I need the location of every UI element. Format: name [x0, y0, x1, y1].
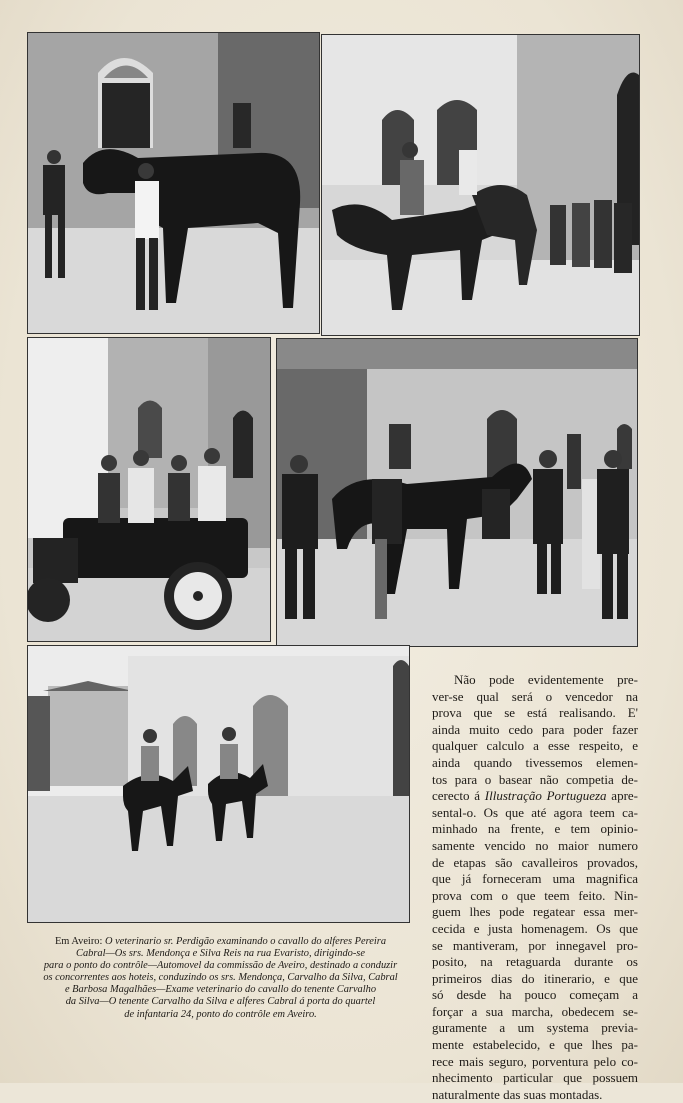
article-line: só desde ha pouco começam a: [432, 987, 638, 1003]
article-line: de etapas são cavalleiros provados,: [432, 854, 638, 870]
article-line: mente estabelecido, e que lhes pa-: [432, 1037, 638, 1053]
article-line: sental-o. Os que até agora teem ca-: [432, 804, 638, 820]
photo-barracks-door: [27, 645, 410, 923]
article-line: rece mais seguro, porventura pelo co-: [432, 1053, 638, 1069]
article-column: [432, 672, 638, 1103]
article-line: nhecimento particular que possuem: [432, 1070, 638, 1086]
article-line: tos para o basear não competia de-: [432, 771, 638, 787]
article-line: ainda muito cedo para poder fazer: [432, 721, 638, 737]
article-line: prova que se está realisando. E': [432, 705, 638, 721]
article-line: Não pode evidentemente pre-: [454, 672, 638, 687]
article-text: apre-: [606, 788, 638, 804]
article-line: ainda quando tivessemos elemen-: [432, 754, 638, 770]
caption-line: e Barbosa Magalhães—Exame veterinario do cavallo do tenente Carvalho: [64, 984, 377, 996]
article-line: guem lhes pode regatear essa mer-: [432, 904, 638, 920]
photo-commission-automobile: [27, 337, 271, 642]
article-line: primeiros dias do itinerario, e que: [432, 970, 638, 986]
caption-line: para o ponto do contrôle—Automovel da commissão de Aveiro, destinado a conduzir: [43, 960, 398, 972]
caption-lead: Em Aveiro:: [54, 936, 103, 947]
article-line: prova com o que teem feito. Nin-: [432, 887, 638, 903]
article-line: forçar a sua marcha, obedecem se-: [432, 1003, 638, 1019]
article-line: samente vencido no maior numero: [432, 837, 638, 853]
publication-title: Illustração Portugueza: [484, 788, 607, 804]
article-line: que já forneceram uma magnifica: [432, 871, 638, 887]
article-line: minhado na frente, e tem opinio-: [432, 821, 638, 837]
photo-riders-rua-evaristo: [321, 34, 640, 336]
photo-horse-inspection: [276, 338, 638, 647]
caption-line: os concorrentes aos hoteis, conduzindo os srs. Mendonça, Carvalho da Silva, Cabral: [43, 972, 398, 984]
caption-line: da Silva—O tenente Carvalho da Silva e alferes Cabral á porta do quartel: [65, 996, 376, 1008]
caption-line: de infantaria 24, ponto do contrôle em Aveiro.: [124, 1008, 317, 1020]
caption-line: [8, 936, 433, 948]
article-line: qualquer calculo a esse respeito, e: [432, 738, 638, 754]
article-line: cecida e justa homenagem. Os que: [432, 920, 638, 936]
photo-veterinary-exam: [27, 32, 320, 334]
article-line: posito, na retaguarda durante os: [432, 954, 638, 970]
article-line: guramente a um systema previa-: [432, 1020, 638, 1036]
photo-caption: [8, 936, 433, 1021]
article-line: naturalmente das suas montadas.: [432, 1086, 603, 1102]
article-line: se mantiveram, por innegavel pro-: [432, 937, 638, 953]
caption-line: Cabral—Os srs. Mendonça e Silva Reis na rua Evaristo, dirigindo-se: [76, 948, 365, 960]
article-line: ver-se qual será o vencedor na: [432, 688, 638, 704]
article-line-with-title: [432, 788, 638, 805]
article-text: cerecto á: [432, 788, 485, 804]
caption-text: O veterinario sr. Perdigão examinando o cavallo do alferes Pereira: [104, 936, 387, 947]
